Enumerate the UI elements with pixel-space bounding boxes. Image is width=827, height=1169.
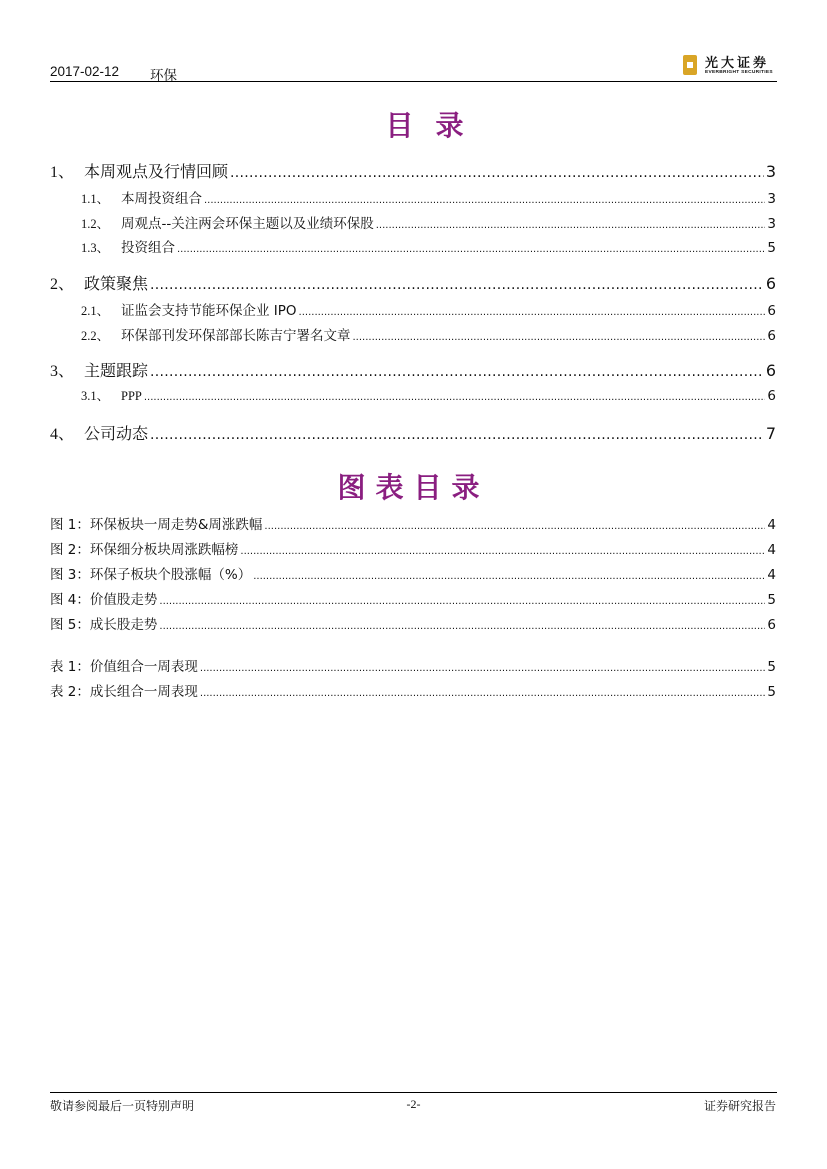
toc-entry[interactable]: [81, 187, 776, 207]
page-header: [50, 50, 777, 83]
toc-entry-page: 3: [767, 216, 776, 232]
toc-entry-text: 证监会支持节能环保企业 IPO: [121, 303, 297, 319]
figure-entry-text: 图 3：环保子板块个股涨幅（%）: [50, 567, 252, 583]
toc-entry-text: 主题跟踪: [84, 361, 149, 380]
toc-entry-text: 环保部刊发环保部部长陈吉宁署名文章: [121, 328, 351, 344]
dot-leader: [264, 521, 765, 532]
toc-entry-number: 3、: [50, 363, 75, 380]
toc-entry-number: 1.2、: [81, 217, 110, 231]
logo-mark-icon: [683, 55, 697, 75]
toc-entry-page: 7: [765, 424, 776, 443]
footer-page-number: -2-: [406, 1097, 421, 1111]
table-entry-text: 表 1：价值组合一周表现: [50, 659, 198, 675]
dot-leader: [144, 392, 766, 403]
toc-entry-number: 2.1、: [81, 304, 110, 318]
dot-leader: [204, 195, 765, 206]
dot-leader: [230, 165, 764, 181]
dot-leader: [253, 571, 765, 582]
toc-entry-text: 投资组合: [121, 240, 175, 256]
figure-entry[interactable]: [50, 538, 776, 558]
logo-english-name: EVERBRIGHT SECURITIES: [705, 70, 773, 75]
toc-entry-number: 1.3、: [81, 241, 110, 255]
toc-entry-text: PPP: [121, 389, 142, 403]
table-entry-page: 5: [767, 659, 776, 675]
toc-entry[interactable]: [81, 212, 776, 232]
dot-leader: [240, 546, 765, 557]
footer-report-type: 证券研究报告: [703, 1099, 776, 1113]
header-date: 2017-02-12: [50, 64, 120, 79]
table-entry-page: 5: [767, 684, 776, 700]
toc-entry-text: 本周投资组合: [121, 191, 202, 207]
table-entry[interactable]: [50, 655, 776, 675]
toc-entry-text: 政策聚焦: [84, 274, 149, 293]
toc-entry-page: 3: [765, 162, 776, 181]
company-logo: [683, 52, 777, 80]
toc-entry-page: 6: [767, 388, 776, 404]
toc-entry-text: 本周观点及行情回顾: [84, 162, 229, 181]
toc-entry[interactable]: [81, 299, 776, 319]
dot-leader: [159, 621, 765, 632]
dot-leader: [159, 596, 765, 607]
toc-entry[interactable]: [50, 159, 776, 182]
dot-leader: [150, 364, 764, 380]
figure-entry-text: 图 1：环保板块一周走势&周涨跌幅: [50, 517, 263, 533]
dot-leader: [200, 688, 766, 699]
dot-leader: [150, 427, 764, 443]
figure-entry-page: 4: [767, 567, 776, 583]
header-sector: 环保: [150, 68, 177, 83]
toc-entry-page: 6: [767, 328, 776, 344]
figure-entry-page: 6: [767, 617, 776, 633]
toc-entry-number: 2、: [50, 276, 75, 293]
footer-disclaimer: 敬请参阅最后一页特别声明: [50, 1099, 195, 1113]
logo-chinese-name: 光大证券: [705, 56, 770, 71]
toc-entry-number: 1、: [50, 164, 75, 181]
toc-entry-number: 1.1、: [81, 192, 110, 206]
figure-entry-page: 5: [767, 592, 776, 608]
figure-entry[interactable]: [50, 588, 776, 608]
toc-entry-page: 6: [765, 361, 776, 380]
toc-entry-number: 2.2、: [81, 329, 110, 343]
figure-entry[interactable]: [50, 513, 776, 533]
figures-list-title: 图表目录: [337, 471, 490, 504]
toc-entry-page: 6: [765, 274, 776, 293]
toc-entry[interactable]: [50, 421, 776, 444]
toc-entry-number: 4、: [50, 426, 75, 443]
toc-entry-text: 周观点--关注两会环保主题以及业绩环保股: [121, 216, 374, 232]
toc-entry[interactable]: [50, 271, 776, 294]
figure-entry-page: 4: [767, 542, 776, 558]
dot-leader: [150, 277, 764, 293]
dot-leader: [353, 332, 766, 343]
toc-entry[interactable]: [81, 324, 776, 344]
toc-entry-number: 3.1、: [81, 389, 110, 403]
dot-leader: [376, 220, 766, 231]
toc-entry-text: 公司动态: [84, 424, 149, 443]
footer-divider: [50, 1092, 777, 1093]
dot-leader: [177, 244, 765, 255]
toc-entry-page: 5: [767, 240, 776, 256]
dot-leader: [299, 307, 766, 318]
figure-entry-text: 图 5：成长股走势: [50, 617, 158, 633]
toc-entry-page: 3: [767, 191, 776, 207]
toc-entry[interactable]: [81, 386, 776, 404]
figure-entry-text: 图 4：价值股走势: [50, 592, 158, 608]
figure-entry[interactable]: [50, 613, 776, 633]
dot-leader: [200, 663, 766, 674]
header-divider: [50, 81, 777, 82]
table-entry-text: 表 2：成长组合一周表现: [50, 684, 198, 700]
toc-title: 目录: [385, 109, 486, 142]
figure-entry-page: 4: [767, 517, 776, 533]
figure-entry-text: 图 2：环保细分板块周涨跌幅榜: [50, 542, 239, 558]
toc-entry[interactable]: [50, 358, 776, 381]
figure-entry[interactable]: [50, 563, 776, 583]
toc-entry[interactable]: [81, 236, 776, 256]
table-entry[interactable]: [50, 680, 776, 700]
toc-entry-page: 6: [767, 303, 776, 319]
